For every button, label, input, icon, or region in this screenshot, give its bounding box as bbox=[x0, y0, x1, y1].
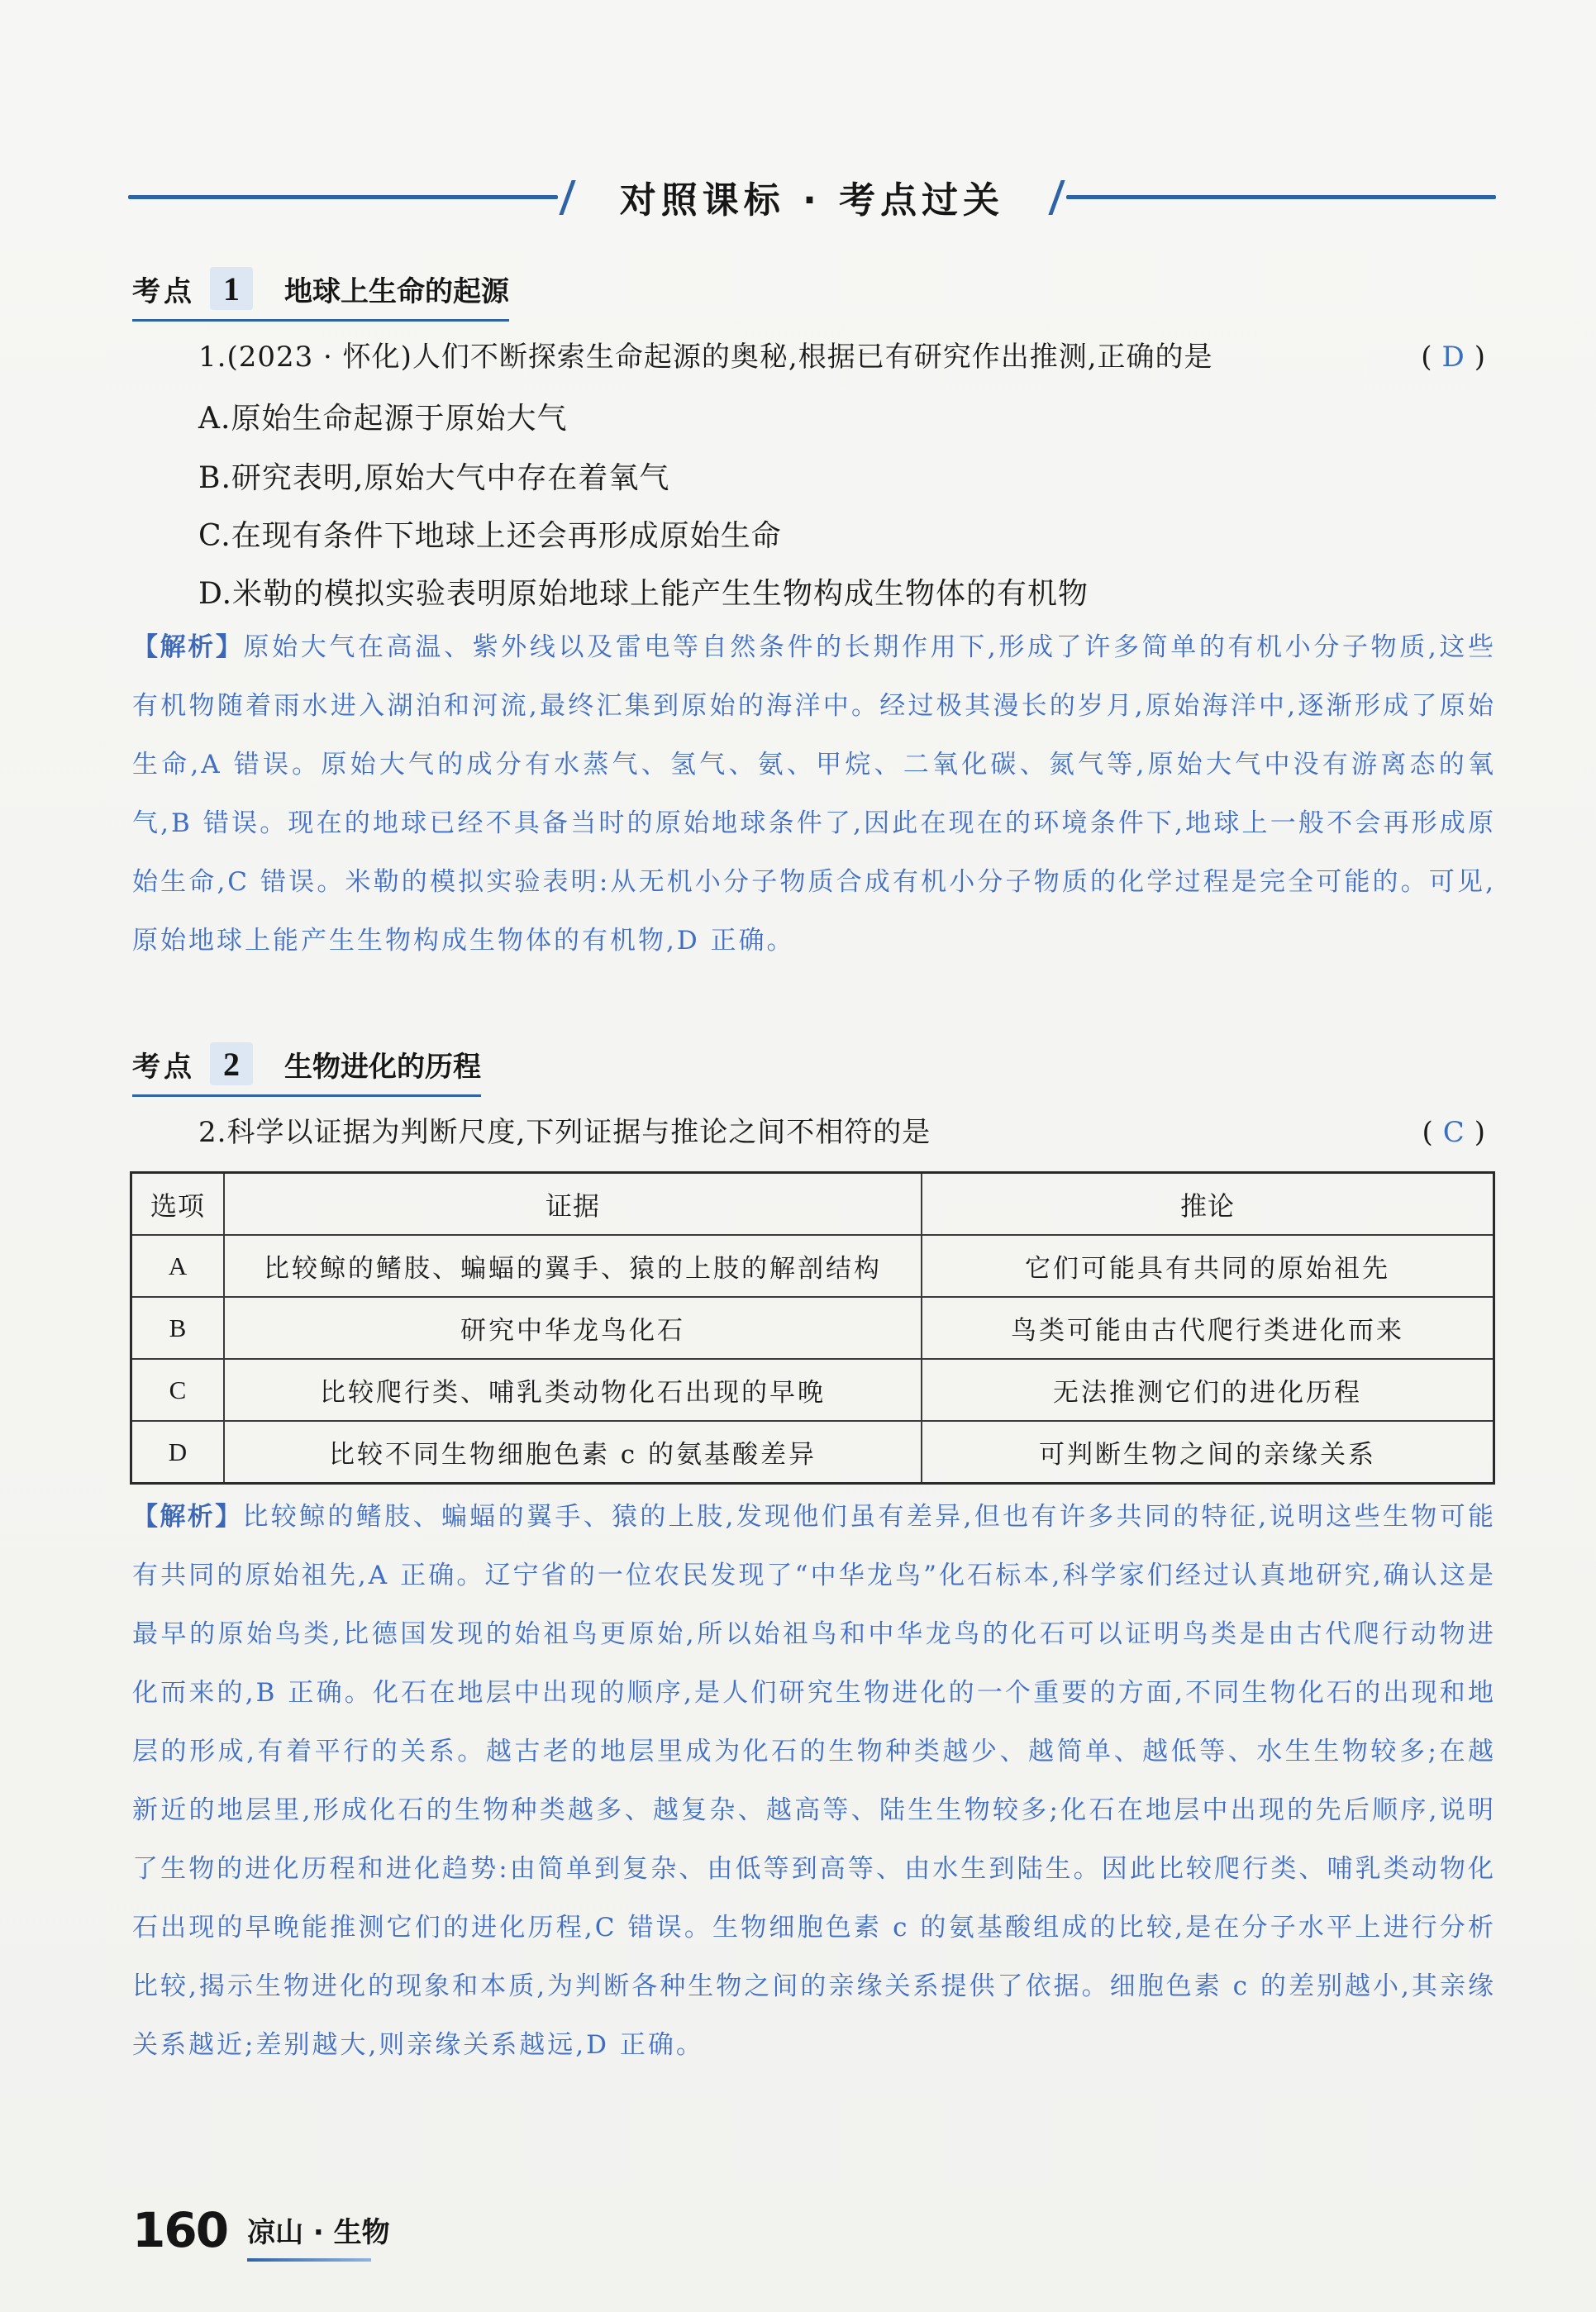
analysis-text: 原始大气在高温、紫外线以及雷电等自然条件的长期作用下,形成了许多简单的有机小分子物质,这些有机物随着雨水进入湖泊和河流,最终汇集到原始的海洋中。经过极其漫长的岁月,原始海洋中,逐渐形成了原始生命,A 错误。原始大气的成分有水蒸气、氢气、氨、甲烷、二氧化碳、氮气等,原始大气中没有游离态的氧气,B 错误。现在的地球已经不具备当时的原始地球条件了,因此在现在的环境条件下,地球上一般不会再形成原始生命,C 错误。米勒的模拟实验表明:从无机小分子物质合成有机小分子物质的化学过程是完全可能的。可见,原始地球上能产生生物构成生物体的有机物,D 正确。 bbox=[132, 632, 1496, 956]
column-header: 推论 bbox=[922, 1173, 1494, 1236]
table-cell: 无法推测它们的进化历程 bbox=[922, 1359, 1494, 1421]
question-2 bbox=[198, 1103, 1495, 1162]
option-d: D.米勒的模拟实验表明原始地球上能产生生物构成生物体的有机物 bbox=[198, 577, 1089, 611]
section-heading-1 bbox=[132, 263, 509, 322]
question-1 bbox=[198, 327, 1495, 387]
page-footer bbox=[132, 2192, 390, 2258]
answer-letter: D bbox=[1441, 341, 1475, 374]
column-header: 证据 bbox=[224, 1173, 922, 1236]
question-2-text: 2.科学以证据为判断尺度,下列证据与推论之间不相符的是 bbox=[198, 1116, 931, 1149]
question-1-text: 1.(2023 · 怀化)人们不断探索生命起源的奥秘,根据已有研究作出推测,正确的是 bbox=[198, 341, 1213, 374]
analysis-2 bbox=[132, 1488, 1496, 2075]
analysis-tag: 【解析】 bbox=[132, 632, 244, 662]
section-banner bbox=[128, 164, 1496, 230]
table-cell: 比较不同生物细胞色素 c 的氨基酸差异 bbox=[224, 1421, 922, 1484]
answer-letter: C bbox=[1442, 1116, 1475, 1149]
table-row bbox=[131, 1359, 1494, 1421]
option-b: B.研究表明,原始大气中存在着氧气 bbox=[198, 461, 670, 495]
table-cell: A bbox=[131, 1235, 225, 1297]
question-2-answer: (C) bbox=[1422, 1116, 1495, 1149]
option-a: A.原始生命起源于原始大气 bbox=[198, 402, 568, 436]
table-cell: 研究中华龙鸟化石 bbox=[224, 1297, 922, 1359]
table-cell: B bbox=[131, 1297, 225, 1359]
question-1-answer: (D) bbox=[1421, 341, 1495, 374]
analysis-1 bbox=[132, 618, 1496, 970]
table-cell: 比较鲸的鳍肢、蝙蝠的翼手、猿的上肢的解剖结构 bbox=[224, 1235, 922, 1297]
section-title: 生物进化的历程 bbox=[284, 1050, 481, 1084]
section-number: 1 bbox=[210, 267, 253, 310]
option-c: C.在现有条件下地球上还会再形成原始生命 bbox=[198, 519, 782, 553]
table-cell: C bbox=[131, 1359, 225, 1421]
analysis-text: 比较鲸的鳍肢、蝙蝠的翼手、猿的上肢,发现他们虽有差异,但也有许多共同的特征,说明这些生物可能有共同的原始祖先,A 正确。辽宁省的一位农民发现了“中华龙鸟”化石标本,科学家们经过认真地研究,确认这是最早的原始鸟类,比德国发现的始祖鸟更原始,所以始祖鸟和中华龙鸟的化石可以证明鸟类是由古代爬行动物进化而来的,B 正确。化石在地层中出现的顺序,是人们研究生物进化的一个重要的方面,不同生物化石的出现和地层的形成,有着平行的关系。越古老的地层里成为化石的生物种类越少、越简单、越低等、水生生物较多;在越新近的地层里,形成化石的生物种类越多、越复杂、越高等、陆生生物较多;化石在地层中出现的先后顺序,说明了生物的进化历程和进化趋势:由简单到复杂、由低等到高等、由水生到陆生。因此比较爬行类、哺乳类动物化石出现的早晚能推测它们的进化历程,C 错误。生物细胞色素 c 的氨基酸组成的比较,是在分子水平上进行分析比较,揭示生物进化的现象和本质,为判断各种生物之间的亲缘关系提供了依据。细胞色素 c 的差别越小,其亲缘关系越近;差别越大,则亲缘关系越远,D 正确。 bbox=[132, 1502, 1497, 2060]
table-cell: D bbox=[131, 1421, 225, 1484]
table-cell: 可判断生物之间的亲缘关系 bbox=[922, 1421, 1494, 1484]
table-row bbox=[131, 1235, 1494, 1297]
section-label: 考点 bbox=[132, 274, 195, 308]
section-heading-2 bbox=[132, 1038, 481, 1097]
analysis-tag: 【解析】 bbox=[132, 1502, 243, 1532]
table-cell: 它们可能具有共同的原始祖先 bbox=[922, 1235, 1494, 1297]
banner-rule-right bbox=[1066, 195, 1496, 199]
section-title: 地球上生命的起源 bbox=[284, 274, 509, 308]
section-number: 2 bbox=[210, 1042, 253, 1085]
table-row bbox=[131, 1421, 1494, 1484]
book-title: 凉山 · 生物 bbox=[247, 2210, 390, 2258]
table-row bbox=[131, 1297, 1494, 1359]
column-header: 选项 bbox=[131, 1173, 225, 1236]
page-number: 160 bbox=[132, 2202, 228, 2258]
evidence-table bbox=[130, 1171, 1495, 1485]
section-label: 考点 bbox=[132, 1050, 195, 1084]
banner-title: 对照课标 · 考点过关 bbox=[619, 179, 1005, 222]
table-cell: 鸟类可能由古代爬行类进化而来 bbox=[922, 1297, 1494, 1359]
table-cell: 比较爬行类、哺乳类动物化石出现的早晚 bbox=[224, 1359, 922, 1421]
table-header-row bbox=[131, 1173, 1494, 1236]
banner-rule-left bbox=[128, 195, 558, 199]
